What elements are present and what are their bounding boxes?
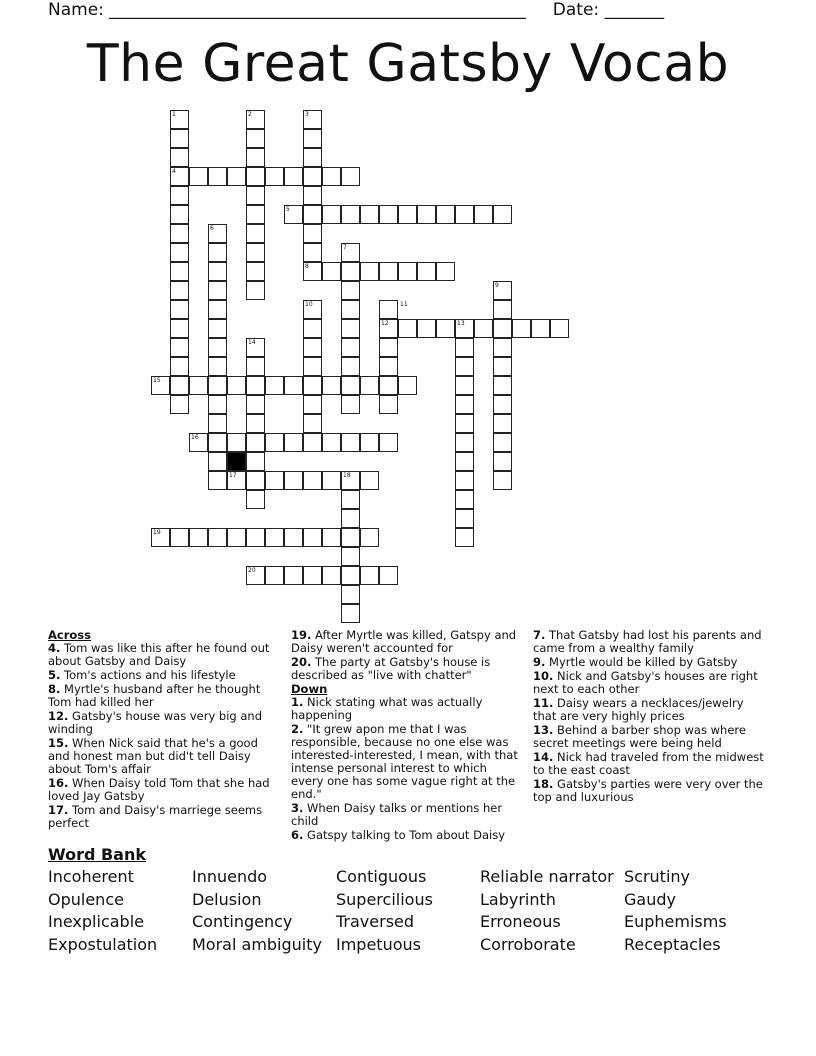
crossword-cell[interactable] [303, 395, 322, 414]
down-clue-list [291, 696, 523, 842]
crossword-cell[interactable] [360, 205, 379, 224]
clue-item [533, 724, 765, 750]
crossword-cell[interactable] [170, 186, 189, 205]
crossword-cell[interactable] [322, 528, 341, 547]
clue-item-text: Nick and Gatsby's houses are right next to each other [533, 669, 758, 696]
crossword-cell[interactable] [303, 224, 322, 243]
clue-item-number: 5. [48, 668, 61, 682]
crossword-cell[interactable] [208, 281, 227, 300]
crossword-cell[interactable] [341, 509, 360, 528]
clue-item-number: 8. [48, 682, 61, 696]
word-bank-item: Reliable narrator [480, 867, 614, 886]
crossword-cell[interactable] [303, 414, 322, 433]
word-bank-title: Word Bank [48, 845, 147, 864]
word-bank-item: Labyrinth [480, 889, 556, 909]
crossword-cell[interactable] [398, 319, 417, 338]
crossword-cell[interactable] [208, 338, 227, 357]
clue-number: 15 [153, 377, 161, 384]
word-bank-item: Gaudy [624, 889, 676, 909]
crossword-cell[interactable] [341, 300, 360, 319]
crossword-cell[interactable] [322, 471, 341, 490]
clue-item-text: Gatspy talking to Tom about Daisy [303, 828, 505, 842]
crossword-cell[interactable] [303, 357, 322, 376]
crossword-cell[interactable] [246, 129, 265, 148]
crossword-cell[interactable] [208, 528, 227, 547]
crossword-cell[interactable] [303, 243, 322, 262]
word-bank-item: Traversed [336, 912, 415, 932]
clue-item-text: Tom and Daisy's marriege seems perfect [48, 803, 263, 830]
crossword-cell[interactable] [379, 205, 398, 224]
crossword-cell[interactable] [322, 205, 341, 224]
clue-item [48, 710, 280, 736]
clue-item [48, 669, 280, 682]
clue-item-number: 12. [48, 709, 69, 723]
crossword-cell[interactable] [379, 262, 398, 281]
clue-item [48, 683, 280, 709]
clue-number: 17 [229, 472, 237, 479]
clue-item-number: 2. [291, 722, 304, 736]
clue-item [291, 696, 523, 722]
crossword-cell[interactable] [170, 148, 189, 167]
crossword-cell[interactable] [493, 319, 512, 338]
crossword-cell[interactable] [284, 167, 303, 186]
name-date-line: Name: _________________________________________________ Date: _______ [48, 0, 665, 20]
crossword-cell[interactable] [379, 395, 398, 414]
clue-item-text: Daisy wears a necklaces/jewelry that are very highly prices [533, 696, 744, 723]
crossword-cell[interactable] [246, 243, 265, 262]
across-clue-list [48, 642, 280, 830]
crossword-cell[interactable] [360, 471, 379, 490]
clue-item [533, 751, 765, 777]
crossword-cell[interactable] [284, 471, 303, 490]
clue-item-number: 14. [533, 750, 554, 764]
crossword-cell[interactable] [208, 167, 227, 186]
crossword-cell[interactable] [170, 338, 189, 357]
crossword-cell[interactable] [341, 205, 360, 224]
crossword-cell[interactable] [398, 262, 417, 281]
word-bank-item: Receptacles [624, 935, 721, 955]
crossword-cell[interactable] [303, 433, 322, 452]
crossword-cell[interactable] [246, 357, 265, 376]
word-bank-item: Contingency [192, 912, 293, 932]
crossword-cell[interactable] [246, 148, 265, 167]
word-bank-item: Opulence [48, 889, 124, 909]
crossword-cell[interactable] [227, 433, 246, 452]
clue-item-number: 19. [291, 628, 312, 642]
crossword-cell[interactable] [246, 376, 265, 395]
clue-item-text: Behind a barber shop was where secret meetings were being held [533, 723, 746, 750]
crossword-cell[interactable] [246, 490, 265, 509]
crossword-cell[interactable] [303, 148, 322, 167]
clue-number: 2 [248, 111, 252, 118]
crossword-cell[interactable] [303, 319, 322, 338]
crossword-cell[interactable] [493, 376, 512, 395]
word-bank-item: Expostulation [48, 935, 158, 955]
crossword-cell[interactable] [379, 300, 398, 319]
crossword-cell[interactable] [265, 528, 284, 547]
crossword-cell[interactable] [246, 433, 265, 452]
clue-item-number: 13. [533, 723, 554, 737]
clue-item-text: When Daisy told Tom that she had loved Jay Gatsby [48, 776, 270, 803]
crossword-cell[interactable] [550, 319, 569, 338]
clue-number: 7 [343, 244, 347, 251]
crossword-cell[interactable] [322, 433, 341, 452]
crossword-cell[interactable] [246, 452, 265, 471]
clue-number: 3 [305, 111, 309, 118]
crossword-cell[interactable] [341, 528, 360, 547]
crossword-cell[interactable] [455, 471, 474, 490]
crossword-cell[interactable] [227, 167, 246, 186]
down-heading: Down [291, 682, 328, 696]
clue-number: 10 [305, 301, 313, 308]
crossword-cell[interactable] [208, 433, 227, 452]
crossword-cell[interactable] [436, 319, 455, 338]
crossword-cell[interactable] [341, 319, 360, 338]
clue-item-text: Tom was like this after he found out about Gatsby and Daisy [48, 641, 270, 668]
clue-item-text: Tom's actions and his lifestyle [60, 668, 236, 682]
clue-item-text: Gatsby's house was very big and winding [48, 709, 262, 736]
crossword-cell[interactable] [208, 471, 227, 490]
clue-item [291, 829, 523, 842]
crossword-cell[interactable] [208, 414, 227, 433]
crossword-cell[interactable] [455, 205, 474, 224]
crossword-black-cell [227, 452, 246, 471]
crossword-cell[interactable] [341, 167, 360, 186]
crossword-cell[interactable] [322, 167, 341, 186]
crossword-cell[interactable] [379, 357, 398, 376]
crossword-cell[interactable] [246, 186, 265, 205]
crossword-cell[interactable] [322, 566, 341, 585]
crossword-cell[interactable] [474, 205, 493, 224]
crossword-cell[interactable] [284, 376, 303, 395]
clue-item [533, 629, 765, 655]
crossword-cell[interactable] [189, 376, 208, 395]
crossword-cell[interactable] [341, 490, 360, 509]
crossword-cell[interactable] [379, 376, 398, 395]
clue-item-text: Myrtle's husband after he thought Tom had killed her [48, 682, 261, 709]
clue-item-text: Nick stating what was actually happening [291, 695, 483, 722]
crossword-cell[interactable] [493, 471, 512, 490]
crossword-cell[interactable] [512, 319, 531, 338]
clue-item-number: 18. [533, 777, 554, 791]
crossword-cell[interactable] [417, 262, 436, 281]
crossword-cell[interactable] [246, 224, 265, 243]
crossword-cell[interactable] [341, 357, 360, 376]
crossword-cell[interactable] [341, 566, 360, 585]
page-title: The Great Gatsby Vocab [86, 34, 730, 94]
crossword-cell[interactable] [322, 262, 341, 281]
crossword-cell[interactable] [493, 357, 512, 376]
crossword-cell[interactable] [170, 395, 189, 414]
crossword-cell[interactable] [303, 167, 322, 186]
crossword-cell[interactable] [303, 338, 322, 357]
crossword-cell[interactable] [493, 452, 512, 471]
clue-number: 16 [191, 434, 199, 441]
clue-item [291, 723, 523, 801]
crossword-cell[interactable] [189, 167, 208, 186]
crossword-cell[interactable] [246, 262, 265, 281]
crossword-cell[interactable] [189, 528, 208, 547]
clue-item [48, 642, 280, 668]
crossword-cell[interactable] [493, 300, 512, 319]
crossword-cell[interactable] [265, 471, 284, 490]
clue-item-text: After Myrtle was killed, Gatspy and Daisy weren't accounted for [291, 628, 517, 655]
crossword-cell[interactable] [227, 376, 246, 395]
crossword-cell[interactable] [208, 452, 227, 471]
crossword-cell[interactable] [455, 528, 474, 547]
clue-item-number: 17. [48, 803, 69, 817]
crossword-cell[interactable] [246, 167, 265, 186]
clue-item-number: 11. [533, 696, 554, 710]
crossword-cell[interactable] [379, 433, 398, 452]
word-bank-item: Impetuous [336, 935, 421, 955]
crossword-cell[interactable] [303, 129, 322, 148]
across-heading: Across [48, 628, 91, 642]
crossword-cell[interactable] [170, 357, 189, 376]
crossword-cell[interactable] [474, 319, 493, 338]
crossword-cell[interactable] [170, 281, 189, 300]
crossword-cell[interactable] [379, 566, 398, 585]
crossword-cell[interactable] [379, 338, 398, 357]
crossword-cell[interactable] [284, 566, 303, 585]
crossword-cell[interactable] [493, 433, 512, 452]
word-bank-item: Euphemisms [624, 912, 727, 932]
crossword-cell[interactable] [322, 376, 341, 395]
crossword-cell[interactable] [360, 566, 379, 585]
crossword-cell[interactable] [398, 376, 417, 395]
crossword-cell[interactable] [455, 376, 474, 395]
crossword-cell[interactable] [170, 300, 189, 319]
clues-column-2 [291, 629, 523, 843]
crossword-cell[interactable] [170, 129, 189, 148]
clue-item-text: Gatsby's parties were very over the top and luxurious [533, 777, 763, 804]
crossword-cell[interactable] [360, 376, 379, 395]
clue-item-text: When Nick said that he's a good and honest man but did't tell Daisy about Tom's affair [48, 736, 258, 776]
clue-number: 13 [457, 320, 465, 327]
clue-item [291, 629, 523, 655]
crossword-cell[interactable] [265, 433, 284, 452]
clue-number: 19 [153, 529, 161, 536]
clue-number: 5 [286, 206, 290, 213]
clue-item [48, 737, 280, 776]
clues-column-1 [48, 629, 280, 831]
down-clue-list-continued [533, 629, 765, 804]
crossword-cell[interactable] [341, 547, 360, 566]
crossword-cell[interactable] [170, 262, 189, 281]
crossword-cell[interactable] [493, 395, 512, 414]
word-bank-item: Supercilious [336, 889, 433, 909]
crossword-cell[interactable] [284, 433, 303, 452]
word-bank-item: Erroneous [480, 912, 561, 932]
clue-number: 14 [248, 339, 256, 346]
crossword-cell[interactable] [436, 205, 455, 224]
crossword-cell[interactable] [265, 566, 284, 585]
word-bank-item: Corroborate [480, 935, 576, 955]
clue-item-text: Nick had traveled from the midwest to the east coast [533, 750, 764, 777]
crossword-cell[interactable] [531, 319, 550, 338]
crossword-cell[interactable] [341, 262, 360, 281]
word-bank-item: Moral ambiguity [192, 935, 322, 955]
crossword-cell[interactable] [455, 509, 474, 528]
clue-item [533, 697, 765, 723]
clue-number: 4 [172, 168, 176, 175]
crossword-cell[interactable] [455, 433, 474, 452]
crossword-cell[interactable] [360, 433, 379, 452]
clue-item-number: 4. [48, 641, 61, 655]
crossword-cell[interactable] [341, 376, 360, 395]
clue-item-text: "It grew apon me that I was responsible, because no one else was interested-interested, I mean, with that intense personal interest to which every one has some vague right at the end." [291, 722, 518, 801]
crossword-cell[interactable] [170, 243, 189, 262]
clue-item [291, 656, 523, 682]
crossword-cell[interactable] [208, 319, 227, 338]
word-bank-item: Incoherent [48, 867, 134, 886]
across-clue-list-continued [291, 629, 523, 682]
crossword-cell[interactable] [360, 528, 379, 547]
clue-item-text: That Gatsby had lost his parents and came from a wealthy family [533, 628, 762, 655]
clue-item-number: 20. [291, 655, 312, 669]
crossword-cell[interactable] [246, 281, 265, 300]
clues-column-3 [533, 629, 765, 805]
crossword-cell[interactable] [341, 338, 360, 357]
crossword-cell[interactable] [341, 585, 360, 604]
crossword-cell[interactable] [455, 395, 474, 414]
crossword-cell[interactable] [341, 433, 360, 452]
word-bank-item: Delusion [192, 889, 262, 909]
clue-item-number: 3. [291, 801, 304, 815]
crossword-cell[interactable] [208, 262, 227, 281]
word-bank-item: Contiguous [336, 867, 427, 886]
crossword-cell[interactable] [227, 528, 246, 547]
crossword-cell[interactable] [303, 376, 322, 395]
crossword-cell[interactable] [170, 528, 189, 547]
clue-item [291, 802, 523, 828]
crossword-cell[interactable] [455, 357, 474, 376]
clue-number: 1 [172, 111, 176, 118]
clue-item-number: 15. [48, 736, 69, 750]
crossword-cell[interactable] [246, 528, 265, 547]
clue-number: 12 [381, 320, 389, 327]
crossword-cell[interactable] [208, 357, 227, 376]
crossword-cell[interactable] [303, 205, 322, 224]
crossword-cell[interactable] [303, 186, 322, 205]
clue-item [48, 804, 280, 830]
crossword-cell[interactable] [455, 338, 474, 357]
clue-item-number: 7. [533, 628, 546, 642]
word-bank-item: Inexplicable [48, 912, 144, 932]
clue-item [48, 777, 280, 803]
crossword-cell[interactable] [170, 376, 189, 395]
clue-item-text: Myrtle would be killed by Gatsby [545, 655, 738, 669]
clue-item-number: 6. [291, 828, 304, 842]
clue-number: 6 [210, 225, 214, 232]
crossword-cell[interactable] [493, 205, 512, 224]
clue-item-number: 10. [533, 669, 554, 683]
crossword-cell[interactable] [170, 319, 189, 338]
crossword-cell[interactable] [436, 262, 455, 281]
crossword-cell[interactable] [493, 414, 512, 433]
crossword-cell[interactable] [303, 471, 322, 490]
clue-number: 11 [400, 301, 408, 308]
clue-item-number: 16. [48, 776, 69, 790]
clue-number: 18 [343, 472, 351, 479]
crossword-cell[interactable] [303, 566, 322, 585]
crossword-cell[interactable] [265, 376, 284, 395]
crossword-cell[interactable] [303, 528, 322, 547]
clue-item [533, 670, 765, 696]
crossword-cell[interactable] [208, 395, 227, 414]
crossword-cell[interactable] [246, 395, 265, 414]
crossword-cell[interactable] [246, 414, 265, 433]
crossword-cell[interactable] [455, 490, 474, 509]
crossword-cell[interactable] [398, 205, 417, 224]
crossword-cell[interactable] [341, 281, 360, 300]
crossword-cell[interactable] [417, 319, 436, 338]
crossword-cell[interactable] [208, 243, 227, 262]
crossword-cell[interactable] [284, 528, 303, 547]
crossword-cell[interactable] [360, 262, 379, 281]
crossword-cell[interactable] [170, 224, 189, 243]
crossword-cell[interactable] [417, 205, 436, 224]
crossword-cell[interactable] [493, 338, 512, 357]
word-bank-item: Scrutiny [624, 867, 690, 886]
clue-number: 8 [305, 263, 309, 270]
crossword-cell[interactable] [341, 395, 360, 414]
crossword-cell[interactable] [246, 205, 265, 224]
clue-item [533, 778, 765, 804]
crossword-cell[interactable] [341, 604, 360, 623]
clue-item-number: 9. [533, 655, 546, 669]
crossword-cell[interactable] [208, 300, 227, 319]
clue-item [533, 656, 765, 669]
clue-item-text: The party at Gatsby's house is described as "live with chatter" [291, 655, 491, 682]
clue-number: 9 [495, 282, 499, 289]
word-bank-item: Innuendo [192, 867, 268, 886]
clue-item-number: 1. [291, 695, 304, 709]
crossword-cell[interactable] [265, 167, 284, 186]
crossword-cell[interactable] [208, 376, 227, 395]
clue-number: 20 [248, 567, 256, 574]
crossword-cell[interactable] [455, 414, 474, 433]
crossword-cell[interactable] [170, 205, 189, 224]
clue-item-text: When Daisy talks or mentions her child [291, 801, 503, 828]
crossword-cell[interactable] [246, 471, 265, 490]
crossword-cell[interactable] [455, 452, 474, 471]
